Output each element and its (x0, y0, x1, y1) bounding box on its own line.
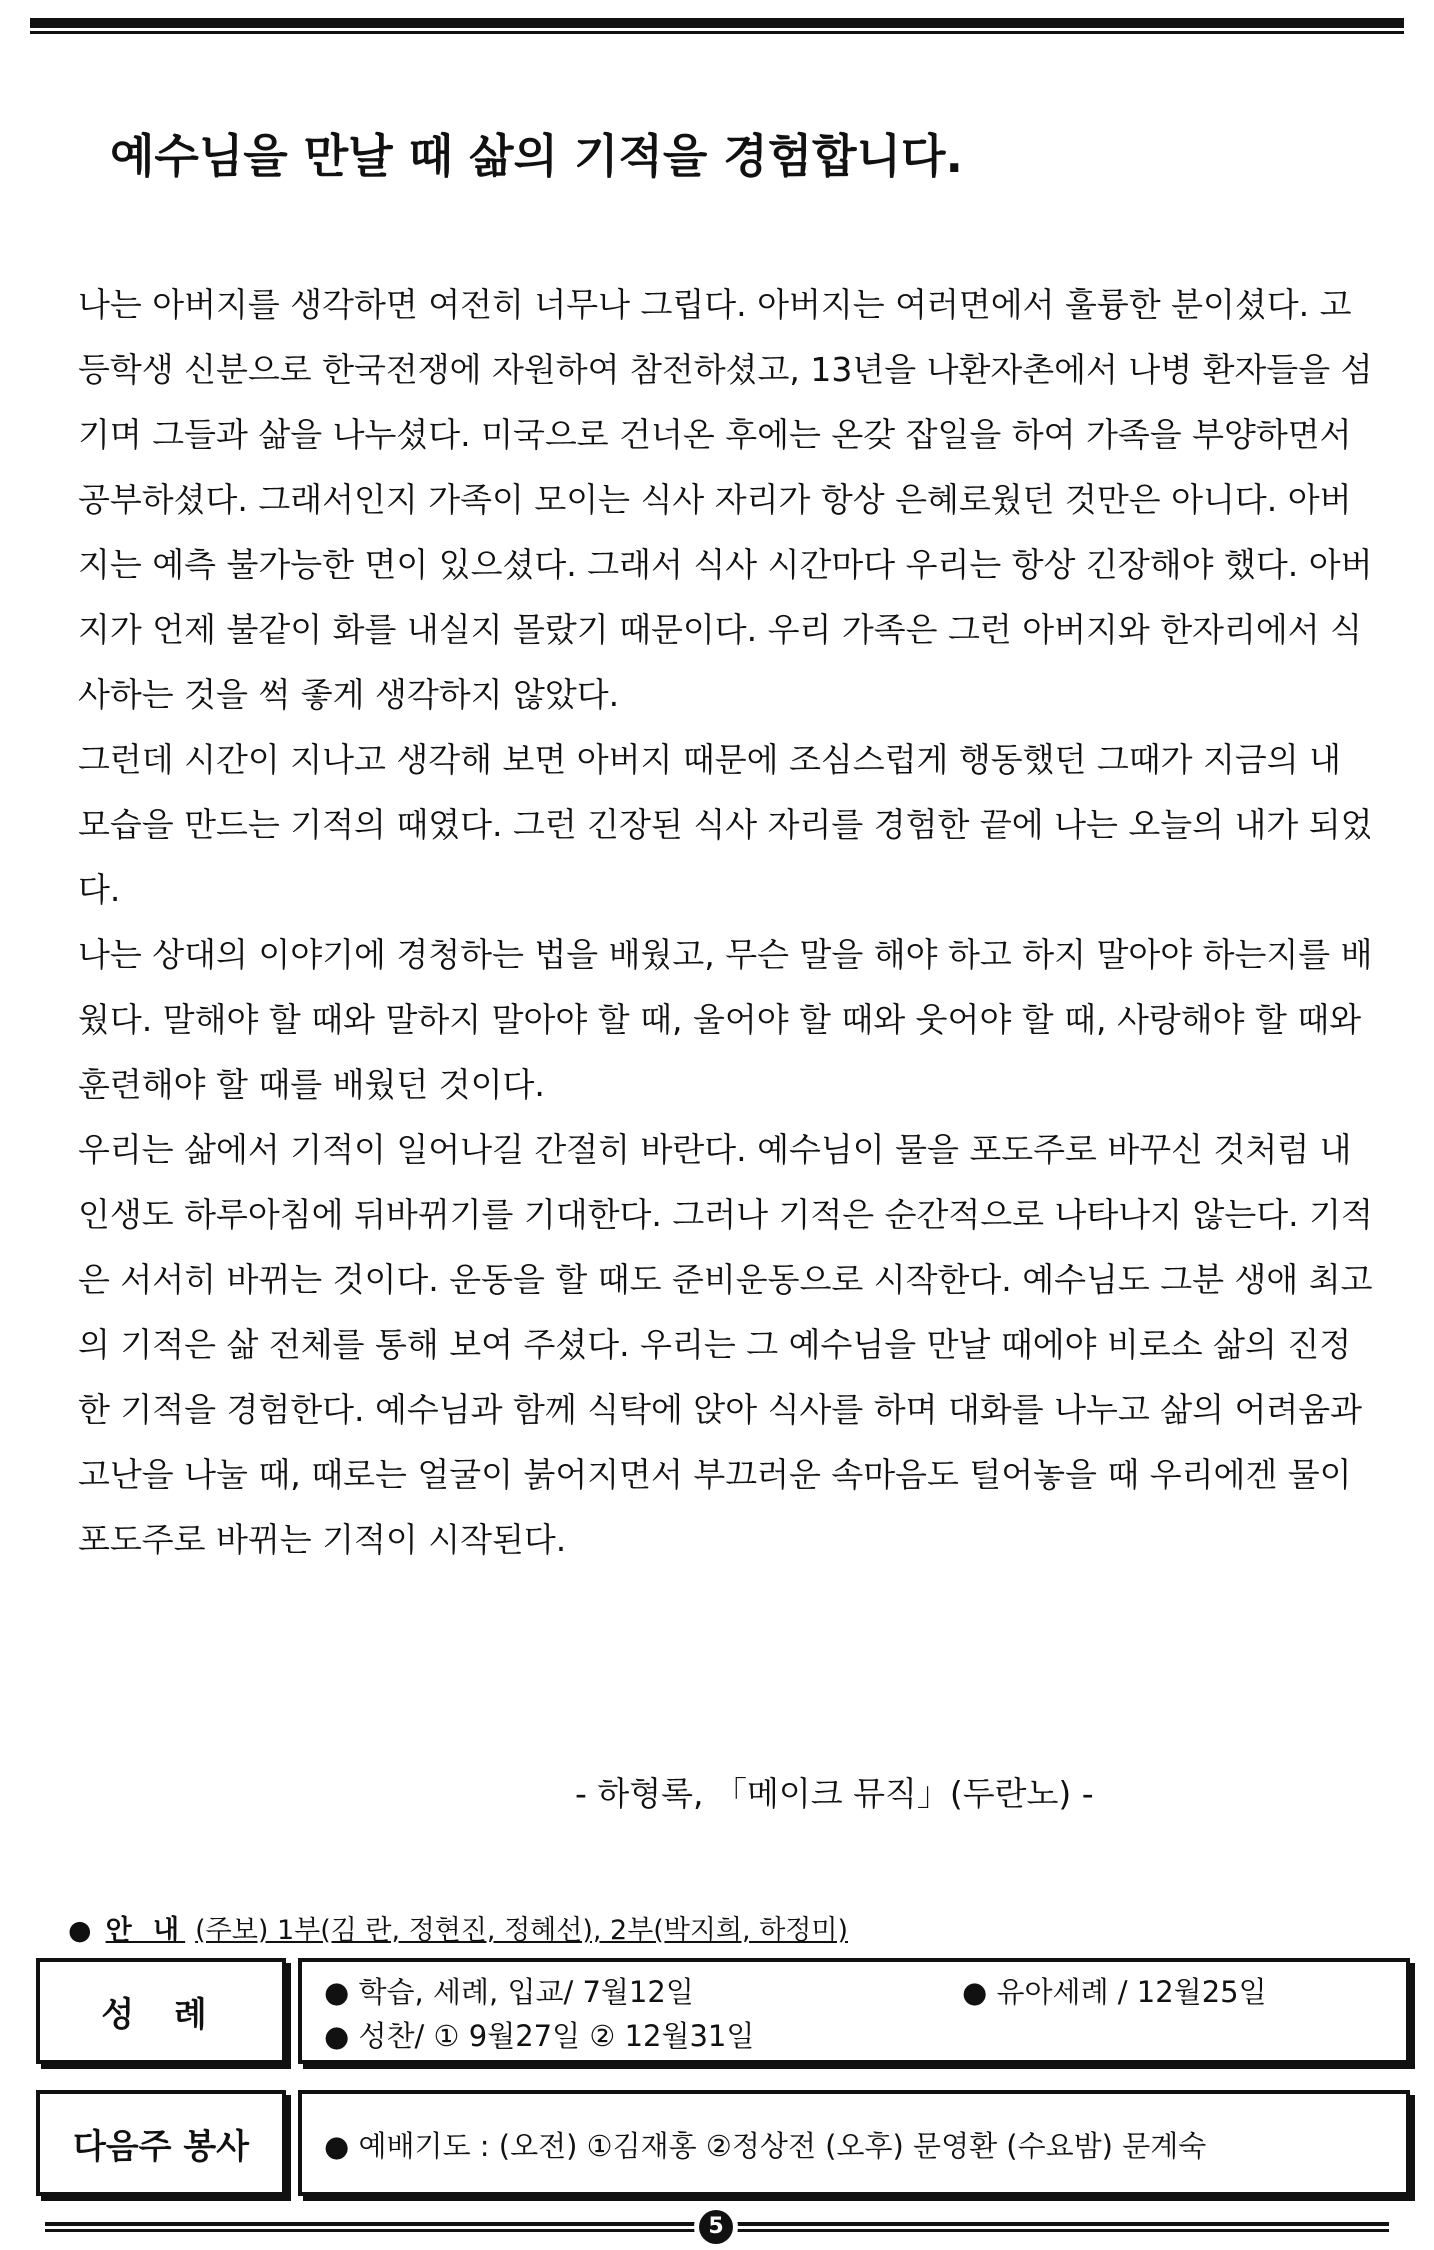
page-title: 예수님을 만날 때 삶의 기적을 경험합니다. (110, 129, 963, 183)
notice-line (68, 1908, 848, 1947)
sacraments-label: 성 례 (36, 1958, 286, 2064)
sacraments-box (298, 1958, 1410, 2064)
paragraph: 우리는 삶에서 기적이 일어나길 간절히 바란다. 예수님이 물을 포도주로 바꾸신 것처럼 내 인생도 하루아침에 뒤바뀌기를 기대한다. 그러나 기적은 순간적으로 나타나지 않는다. 기적은 서서히 바뀌는 것이다. 운동을 할 때도 준비운동으로 시작한다. 예수님도 그분 생애 최고의 기적은 삶 전체를 통해 보여 주셨다. 우리는 그 예수님을 만날 때에야 비로소 삶의 진정한 기적을 경험한다. 예수님과 함께 식탁에 앉아 식사를 하며 대화를 나누고 삶의 어려움과 고난을 나눌 때, 때로는 얼굴이 붉어지면서 부끄러운 속마음도 털어놓을 때 우리에겐 물이 포도주로 바뀌는 기적이 시작된다. (78, 1130, 1373, 1559)
article-body (78, 272, 1378, 1572)
service-item: ● 예배기도 : (오전) ①김재홍 ②정상전 (오후) 문영환 (수요밤) 문계숙 (324, 2129, 1207, 2163)
paragraph: 나는 상대의 이야기에 경청하는 법을 배웠고, 무슨 말을 해야 하고 하지 말아야 하는지를 배웠다. 말해야 할 때와 말하지 말아야 할 때, 울어야 할 때와 웃어야 할 때, 사랑해야 할 때와 훈련해야 할 때를 배웠던 것이다. (78, 935, 1373, 1104)
next-week-service-label: 다음주 봉사 (36, 2090, 286, 2196)
source-citation: - 하형록, 「메이크 뮤직」(두란노) - (575, 1774, 1094, 1813)
sacrament-item: ● 성찬/ ① 9월27일 ② 12월31일 (324, 2019, 755, 2053)
notice-label: 안 내 (105, 1915, 186, 1946)
next-week-service-box (298, 2090, 1410, 2196)
sacrament-item: ● 학습, 세례, 입교/ 7월12일 (324, 1975, 694, 2009)
top-double-rule (30, 18, 1404, 34)
notice-detail: (주보) 1부(김 란, 정현진, 정혜선), 2부(박지희, 하정미) (195, 1915, 848, 1946)
paragraph: 그런데 시간이 지나고 생각해 보면 아버지 때문에 조심스럽게 행동했던 그때가 지금의 내 모습을 만드는 기적의 때였다. 그런 긴장된 식사 자리를 경험한 끝에 나는 오늘의 내가 되었다. (78, 740, 1373, 909)
paragraph: 나는 아버지를 생각하면 여전히 너무나 그립다. 아버지는 여러면에서 훌륭한 분이셨다. 고등학생 신분으로 한국전쟁에 자원하여 참전하셨고, 13년을 나환자촌에서 나병 환자들을 섬기며 그들과 삶을 나누셨다. 미국으로 건너온 후에는 온갖 잡일을 하여 가족을 부양하면서 공부하셨다. 그래서인지 가족이 모이는 식사 자리가 항상 은혜로웠던 것만은 아니다. 아버지는 예측 불가능한 면이 있으셨다. 그래서 식사 시간마다 우리는 항상 긴장해야 했다. 아버지가 언제 불같이 화를 내실지 몰랐기 때문이다. 우리 가족은 그런 아버지와 한자리에서 식사하는 것을 썩 좋게 생각하지 않았다. (78, 285, 1373, 714)
page-number: 5 (699, 2210, 733, 2244)
bullet-icon: ● (68, 1915, 92, 1946)
sacrament-item: ● 유아세례 / 12월25일 (962, 1975, 1267, 2009)
